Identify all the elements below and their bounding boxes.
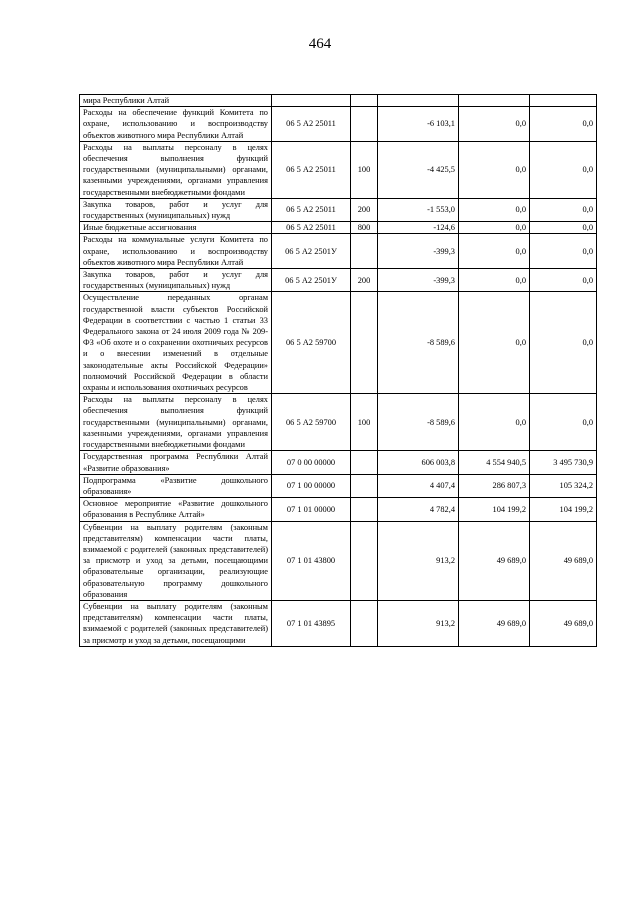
row-name-cell: Расходы на выплаты персоналу в целях обеспечения выполнения функций государственными (муниципальными) органами, казенными учреждениями, органами управления государственными внебюджетными фондами xyxy=(80,141,272,198)
expense-type-cell xyxy=(351,474,378,497)
amount-year1-cell: -8 589,6 xyxy=(378,292,459,394)
table-row xyxy=(80,521,597,600)
target-code-cell: 07 0 00 00000 xyxy=(272,451,351,474)
amount-year2-cell: 4 554 940,5 xyxy=(459,451,530,474)
amount-year2-cell xyxy=(459,95,530,107)
row-name-cell: Основное мероприятие «Развитие дошкольного образования в Республике Алтай» xyxy=(80,498,272,521)
amount-year3-cell: 104 199,2 xyxy=(530,498,597,521)
target-code-cell xyxy=(272,95,351,107)
amount-year2-cell: 0,0 xyxy=(459,269,530,292)
amount-year1-cell: 4 782,4 xyxy=(378,498,459,521)
row-name-cell: Субвенции на выплату родителям (законным представителям) компенсации части платы, взимаемой с родителей (законных представителей) за присмотр и уход за детьми, посещающими образовательные организации, реализующие образовательную программу дошкольного образования xyxy=(80,521,272,600)
amount-year1-cell: -4 425,5 xyxy=(378,141,459,198)
amount-year2-cell: 0,0 xyxy=(459,292,530,394)
amount-year1-cell: -6 103,1 xyxy=(378,107,459,142)
target-code-cell: 06 5 А2 59700 xyxy=(272,292,351,394)
row-name-cell: мира Республики Алтай xyxy=(80,95,272,107)
expense-type-cell: 200 xyxy=(351,198,378,221)
target-code-cell: 06 5 А2 59700 xyxy=(272,394,351,451)
expense-type-cell xyxy=(351,234,378,269)
amount-year2-cell: 49 689,0 xyxy=(459,521,530,600)
amount-year3-cell: 49 689,0 xyxy=(530,521,597,600)
table-row xyxy=(80,141,597,198)
expense-type-cell: 100 xyxy=(351,394,378,451)
amount-year3-cell: 3 495 730,9 xyxy=(530,451,597,474)
amount-year2-cell: 286 807,3 xyxy=(459,474,530,497)
amount-year3-cell: 0,0 xyxy=(530,234,597,269)
amount-year3-cell: 0,0 xyxy=(530,141,597,198)
amount-year1-cell: -399,3 xyxy=(378,269,459,292)
expense-type-cell: 200 xyxy=(351,269,378,292)
row-name-cell: Субвенции на выплату родителям (законным представителям) компенсации части платы, взимаемой с родителей (законных представителей) за присмотр и уход за детьми, посещающими xyxy=(80,600,272,646)
amount-year3-cell: 105 324,2 xyxy=(530,474,597,497)
amount-year1-cell: 606 003,8 xyxy=(378,451,459,474)
table-row xyxy=(80,222,597,234)
amount-year2-cell: 0,0 xyxy=(459,222,530,234)
target-code-cell: 07 1 01 43895 xyxy=(272,600,351,646)
amount-year1-cell: -8 589,6 xyxy=(378,394,459,451)
amount-year1-cell: -399,3 xyxy=(378,234,459,269)
amount-year3-cell: 0,0 xyxy=(530,394,597,451)
table-row xyxy=(80,474,597,497)
amount-year1-cell xyxy=(378,95,459,107)
table-row xyxy=(80,451,597,474)
expense-type-cell: 100 xyxy=(351,141,378,198)
amount-year3-cell: 0,0 xyxy=(530,222,597,234)
table-row xyxy=(80,498,597,521)
amount-year2-cell: 104 199,2 xyxy=(459,498,530,521)
table-row xyxy=(80,198,597,221)
expense-type-cell xyxy=(351,498,378,521)
amount-year2-cell: 49 689,0 xyxy=(459,600,530,646)
table-row xyxy=(80,234,597,269)
row-name-cell: Закупка товаров, работ и услуг для государственных (муниципальных) нужд xyxy=(80,198,272,221)
target-code-cell: 06 5 А2 25011 xyxy=(272,222,351,234)
target-code-cell: 07 1 01 00000 xyxy=(272,498,351,521)
expense-type-cell xyxy=(351,451,378,474)
target-code-cell: 06 5 А2 2501У xyxy=(272,234,351,269)
expense-type-cell xyxy=(351,600,378,646)
amount-year2-cell: 0,0 xyxy=(459,107,530,142)
amount-year3-cell: 49 689,0 xyxy=(530,600,597,646)
table-row xyxy=(80,394,597,451)
table-row xyxy=(80,95,597,107)
amount-year3-cell: 0,0 xyxy=(530,269,597,292)
amount-year3-cell xyxy=(530,95,597,107)
amount-year1-cell: 4 407,4 xyxy=(378,474,459,497)
expense-type-cell: 800 xyxy=(351,222,378,234)
table-row xyxy=(80,600,597,646)
row-name-cell: Осуществление переданных органам государственной власти субъектов Российской Федерации в соответствии с частью 1 статьи 33 Федерального закона от 24 июля 2009 года № 209-ФЗ «Об охоте и о сохранении охотничьих ресурсов и о внесении изменений в отдельные законодательные акты Российской Федерации» полномочий Российской Федерации в области охраны и использования охотничьих ресурсов xyxy=(80,292,272,394)
amount-year3-cell: 0,0 xyxy=(530,198,597,221)
amount-year3-cell: 0,0 xyxy=(530,292,597,394)
expense-type-cell xyxy=(351,292,378,394)
row-name-cell: Закупка товаров, работ и услуг для государственных (муниципальных) нужд xyxy=(80,269,272,292)
row-name-cell: Расходы на выплаты персоналу в целях обеспечения выполнения функций государственными (муниципальными) органами, казенными учреждениями, органами управления государственными внебюджетными фондами xyxy=(80,394,272,451)
target-code-cell: 06 5 А2 2501У xyxy=(272,269,351,292)
target-code-cell: 07 1 00 00000 xyxy=(272,474,351,497)
table-row xyxy=(80,292,597,394)
budget-table-body xyxy=(80,95,597,647)
expense-type-cell xyxy=(351,107,378,142)
budget-table xyxy=(79,94,597,647)
target-code-cell: 07 1 01 43800 xyxy=(272,521,351,600)
amount-year1-cell: 913,2 xyxy=(378,521,459,600)
table-row xyxy=(80,269,597,292)
amount-year2-cell: 0,0 xyxy=(459,394,530,451)
expense-type-cell xyxy=(351,521,378,600)
target-code-cell: 06 5 А2 25011 xyxy=(272,141,351,198)
table-row xyxy=(80,107,597,142)
target-code-cell: 06 5 А2 25011 xyxy=(272,107,351,142)
page-number: 464 xyxy=(308,36,332,52)
amount-year1-cell: 913,2 xyxy=(378,600,459,646)
row-name-cell: Расходы на обеспечение функций Комитета по охране, использованию и воспроизводству объектов животного мира Республики Алтай xyxy=(80,107,272,142)
target-code-cell: 06 5 А2 25011 xyxy=(272,198,351,221)
row-name-cell: Расходы на коммунальные услуги Комитета по охране, использованию и воспроизводству объектов животного мира Республики Алтай xyxy=(80,234,272,269)
amount-year1-cell: -1 553,0 xyxy=(378,198,459,221)
row-name-cell: Государственная программа Республики Алтай «Развитие образования» xyxy=(80,451,272,474)
amount-year2-cell: 0,0 xyxy=(459,234,530,269)
expense-type-cell xyxy=(351,95,378,107)
amount-year1-cell: -124,6 xyxy=(378,222,459,234)
row-name-cell: Подпрограмма «Развитие дошкольного образования» xyxy=(80,474,272,497)
row-name-cell: Иные бюджетные ассигнования xyxy=(80,222,272,234)
amount-year2-cell: 0,0 xyxy=(459,141,530,198)
amount-year2-cell: 0,0 xyxy=(459,198,530,221)
amount-year3-cell: 0,0 xyxy=(530,107,597,142)
